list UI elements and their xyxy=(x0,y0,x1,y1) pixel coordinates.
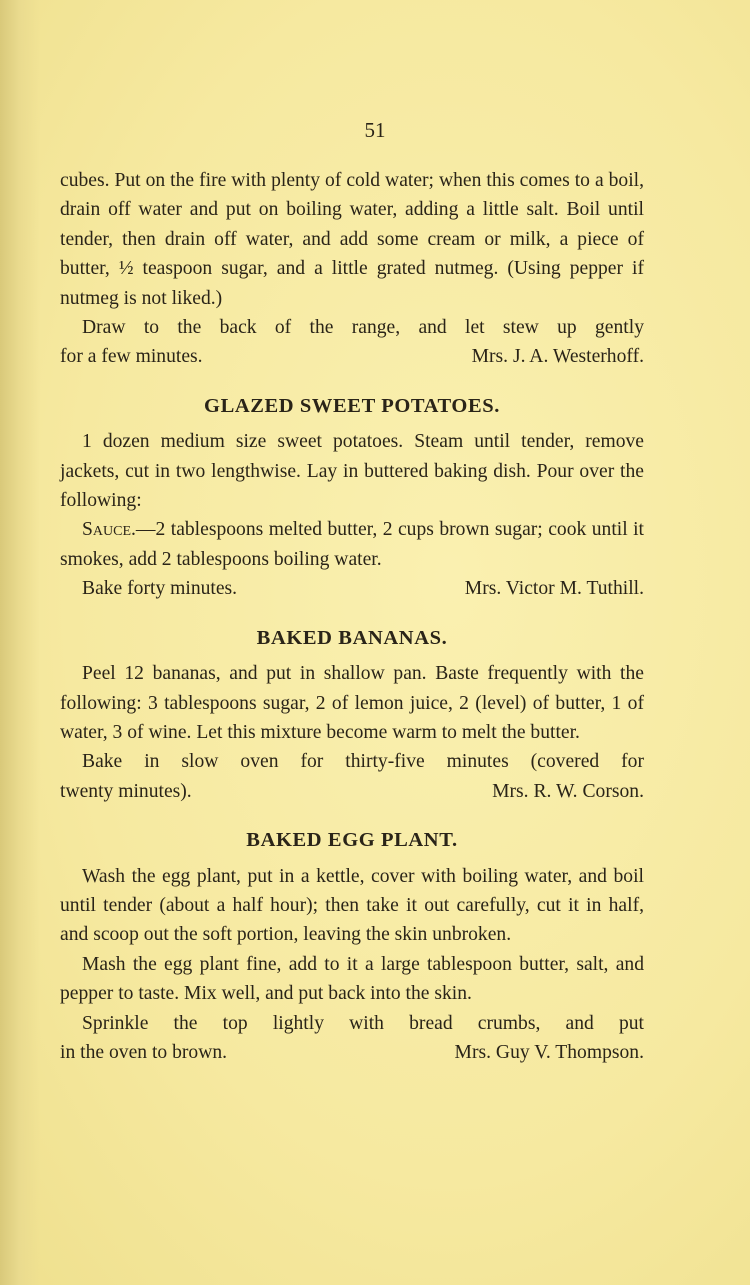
paragraph: Bake in slow oven for thirty-five minutes (covered for xyxy=(82,751,644,773)
paragraph-end: in the oven to brown. xyxy=(60,1041,228,1063)
paragraph-end: for a few minutes. xyxy=(60,346,203,368)
sauce-label: Sauce. xyxy=(82,519,136,541)
sauce-paragraph xyxy=(60,515,644,574)
recipe-author: Mrs. Guy V. Thompson. xyxy=(454,1041,644,1063)
signature-line xyxy=(60,1038,644,1067)
recipe-author: Mrs. Victor M. Tuthill. xyxy=(464,578,644,600)
paragraph: Wash the egg plant, put in a kettle, cover with boiling water, and boil until tender (about a half hour); then take it out carefully, cut it in half, and scoop out the soft portion, leaving the skin unbroken. xyxy=(60,865,644,946)
page-text xyxy=(60,166,644,1067)
page-spine-shadow xyxy=(0,0,40,1285)
signature-line xyxy=(60,777,644,806)
page-number: 51 xyxy=(364,118,386,142)
paragraph: Sprinkle the top lightly with bread crumbs, and put xyxy=(82,1012,644,1034)
paragraph: 1 dozen medium size sweet potatoes. Steam until tender, remove jackets, cut in two lengthwise. Lay in buttered baking dish. Pour over the following: xyxy=(60,431,644,512)
recipe-author: Mrs. R. W. Corson. xyxy=(492,780,644,802)
recipe-title: GLAZED SWEET POTATOES. xyxy=(204,394,500,417)
recipe-title: BAKED BANANAS. xyxy=(256,626,448,649)
paragraph: Peel 12 bananas, and put in shallow pan. Baste frequently with the following: 3 tablespoons sugar, 2 of lemon juice, 2 (level) of butter, 1 of water, 3 of wine. Let this mixture become warm to melt the butter. xyxy=(60,663,644,743)
paragraph: Mash the egg plant fine, add to it a large tablespoon butter, salt, and pepper to taste. Mix well, and put back into the skin. xyxy=(60,953,644,1005)
paragraph-end: Bake forty minutes. xyxy=(82,578,238,600)
recipe-title: BAKED EGG PLANT. xyxy=(246,829,458,852)
paragraph: Draw to the back of the range, and let stew up gently xyxy=(82,317,644,339)
sauce-text: —2 tablespoons melted butter, 2 cups brown sugar; cook until it smokes, add 2 tablespoons boiling water. xyxy=(60,519,644,570)
signature-line xyxy=(60,342,644,371)
paragraph: cubes. Put on the fire with plenty of cold water; when this comes to a boil, drain off water and put on boiling water, adding a little salt. Boil until tender, then drain off water, and add some cream or milk, a piece of butter, ½ teaspoon sugar, and a little grated nutmeg. (Using pepper if nutmeg is not liked.) xyxy=(60,170,644,309)
recipe-author: Mrs. J. A. Westerhoff. xyxy=(471,346,644,368)
signature-line xyxy=(60,574,644,603)
paragraph-end: twenty minutes). xyxy=(60,780,192,802)
